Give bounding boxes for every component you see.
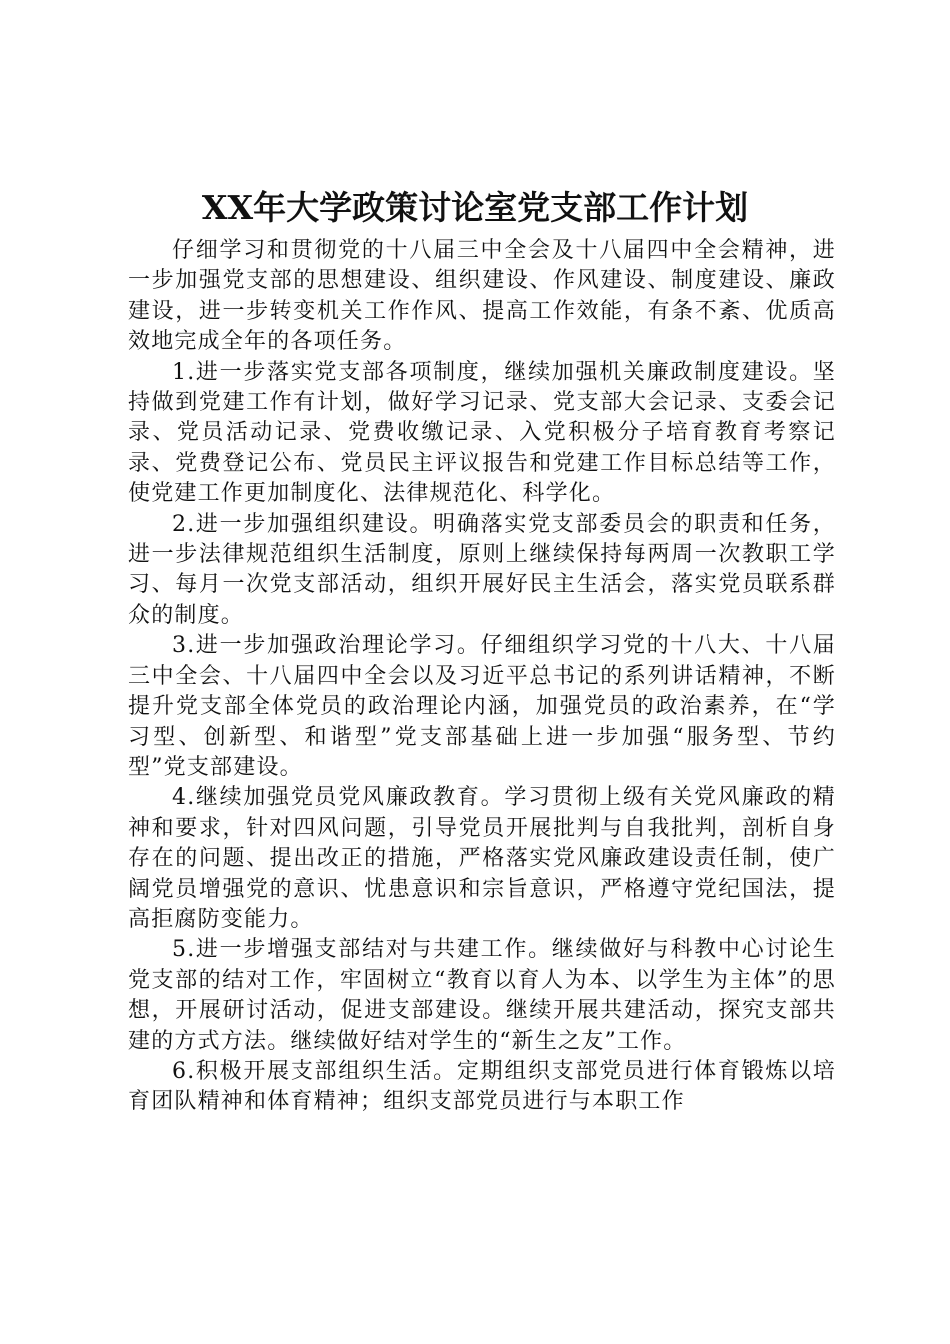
paragraph-item-5: 5.进一步增强支部结对与共建工作。继续做好与科教中心讨论生党支部的结对工作，牢固树立“教育以育人为本、以学生为主体”的思想，开展研讨活动，促进支部建设。继续开展共建活动，探究支部共建的方式方法。继续做好结对学生的“新生之友”工作。 [128, 937, 836, 1054]
paragraph-item-4: 4.继续加强党员党风廉政教育。学习贯彻上级有关党风廉政的精神和要求，针对四风问题，引导党员开展批判与自我批判，剖析自身存在的问题、提出改正的措施，严格落实党风廉政建设责任制，使广阔党员增强党的意识、忧患意识和宗旨意识，严格遵守党纪国法，提高拒腐防变能力。 [128, 785, 836, 932]
paragraph-intro: 仔细学习和贯彻党的十八届三中全会及十八届四中全会精神，进一步加强党支部的思想建设、组织建设、作风建设、制度建设、廉政建设，进一步转变机关工作作风、提高工作效能，有条不紊、优质高效地完成全年的各项任务。 [128, 238, 836, 355]
paragraph-item-3: 3.进一步加强政治理论学习。仔细组织学习党的十八大、十八届三中全会、十八届四中全会以及习近平总书记的系列讲话精神，不断提升党支部全体党员的政治理论内涵，加强党员的政治素养，在“学习型、创新型、和谐型”党支部基础上进一步加强“服务型、节约型”党支部建设。 [128, 633, 836, 780]
document-title: XX年大学政策讨论室党支部工作计划 [201, 188, 749, 227]
paragraph-item-6: 6.积极开展支部组织生活。定期组织支部党员进行体育锻炼以培育团队精神和体育精神；组织支部党员进行与本职工作 [128, 1058, 836, 1115]
document-body [128, 236, 836, 1118]
paragraph-item-1: 1.进一步落实党支部各项制度，继续加强机关廉政制度建设。坚持做到党建工作有计划，做好学习记录、党支部大会记录、支委会记录、党员活动记录、党费收缴记录、入党积极分子培育教育考察记录、党费登记公布、党员民主评议报告和党建工作目标总结等工作，使党建工作更加制度化、法律规范化、科学化。 [128, 359, 836, 507]
paragraph-item-2: 2.进一步加强组织建设。明确落实党支部委员会的职责和任务，进一步法律规范组织生活制度，原则上继续保持每两周一次教职工学习、每月一次党支部活动，组织开展好民主生活会，落实党员联系群众的制度。 [128, 511, 836, 628]
